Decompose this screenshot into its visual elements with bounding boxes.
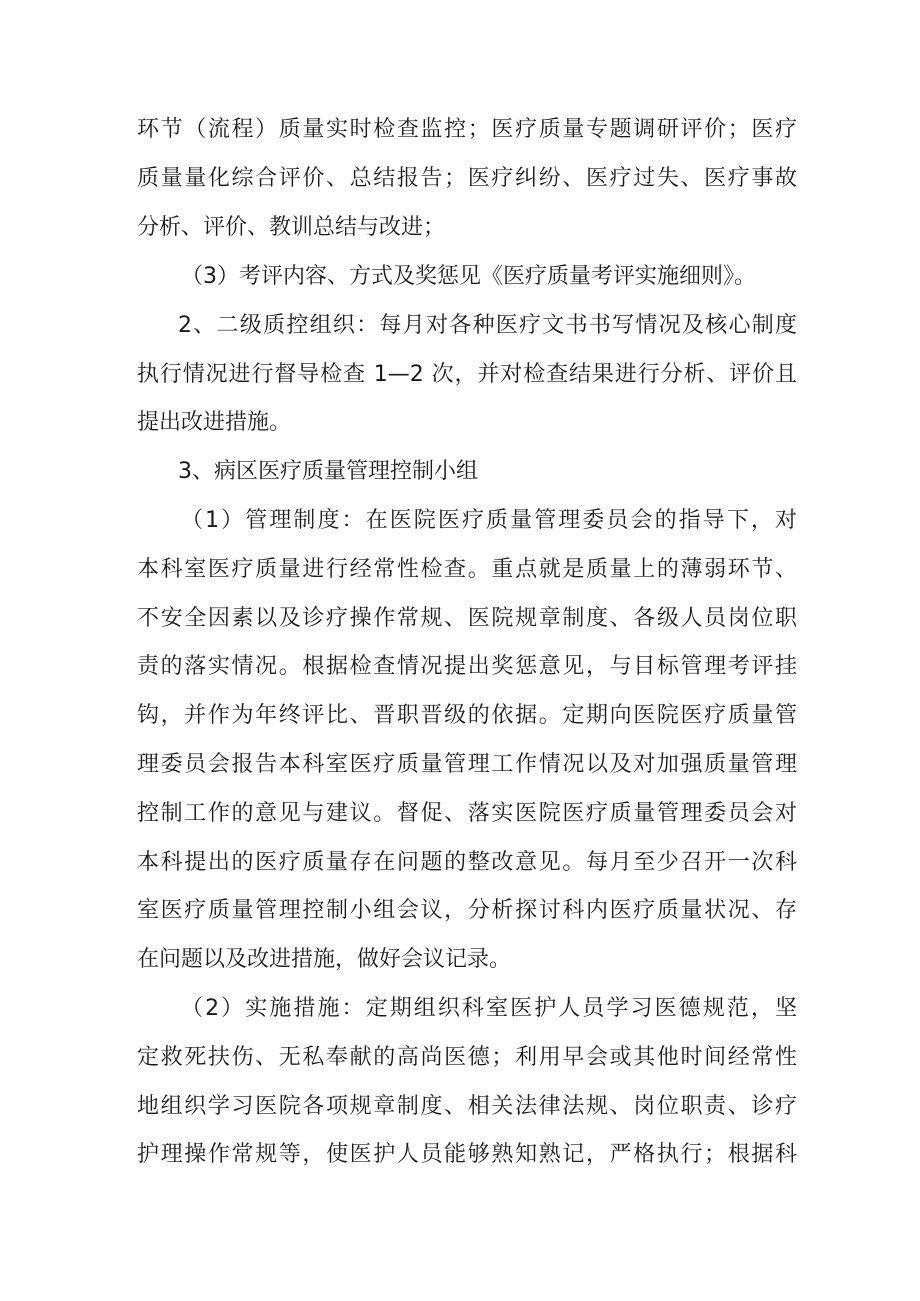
text-line-7: 提出改进措施。	[137, 410, 292, 435]
text-line-19: （2）实施措施：定期组织科室医护人员学习医德规范，坚	[181, 996, 797, 1021]
text-line-3: 分析、评价、教训总结与改进；	[137, 215, 446, 240]
text-line-15: 控制工作的意见与建议。督促、落实医院医疗质量管理委员会对	[137, 801, 797, 826]
text-line-11: 不安全因素以及诊疗操作常规、医院规章制度、各级人员岗位职	[137, 606, 797, 631]
text-line-10: 本科室医疗质量进行经常性检查。重点就是质量上的薄弱环节、	[137, 557, 797, 582]
text-line-16: 本科提出的医疗质量存在问题的整改意见。每月至少召开一次科	[137, 850, 797, 875]
text-line-22: 护理操作常规等，使医护人员能够熟知熟记，严格执行；根据科	[137, 1142, 797, 1167]
text-line-21: 地组织学习医院各项规章制度、相关法律法规、岗位职责、诊疗	[137, 1094, 797, 1119]
text-line-6: 执行情况进行督导检查 1—2 次，并对检查结果进行分析、评价且	[137, 362, 797, 387]
text-line-14: 理委员会报告本科室医疗质量管理工作情况以及对加强质量管理	[137, 752, 797, 777]
text-line-18: 在问题以及改进措施，做好会议记录。	[137, 947, 512, 972]
text-line-13: 钩，并作为年终评比、晋职晋级的依据。定期向医院医疗质量管	[137, 703, 797, 728]
text-line-12: 责的落实情况。根据检查情况提出奖惩意见，与目标管理考评挂	[137, 654, 797, 679]
text-line-4: （3）考评内容、方式及奖惩见《医疗质量考评实施细则》。	[181, 264, 756, 289]
text-line-1: 环节（流程）质量实时检查监控；医疗质量专题调研评价；医疗	[137, 117, 797, 142]
text-line-17: 室医疗质量管理控制小组会议，分析探讨科内医疗质量状况、存	[137, 898, 797, 923]
text-line-20: 定救死扶伤、无私奉献的高尚医德；利用早会或其他时间经常性	[137, 1045, 797, 1070]
text-line-5: 2、二级质控组织：每月对各种医疗文书书写情况及核心制度	[178, 313, 797, 338]
text-line-8: 3、病区医疗质量管理控制小组	[178, 459, 478, 484]
text-line-9: （1）管理制度：在医院医疗质量管理委员会的指导下，对	[181, 508, 797, 533]
text-line-2: 质量量化综合评价、总结报告；医疗纠纷、医疗过失、医疗事故	[137, 166, 797, 191]
